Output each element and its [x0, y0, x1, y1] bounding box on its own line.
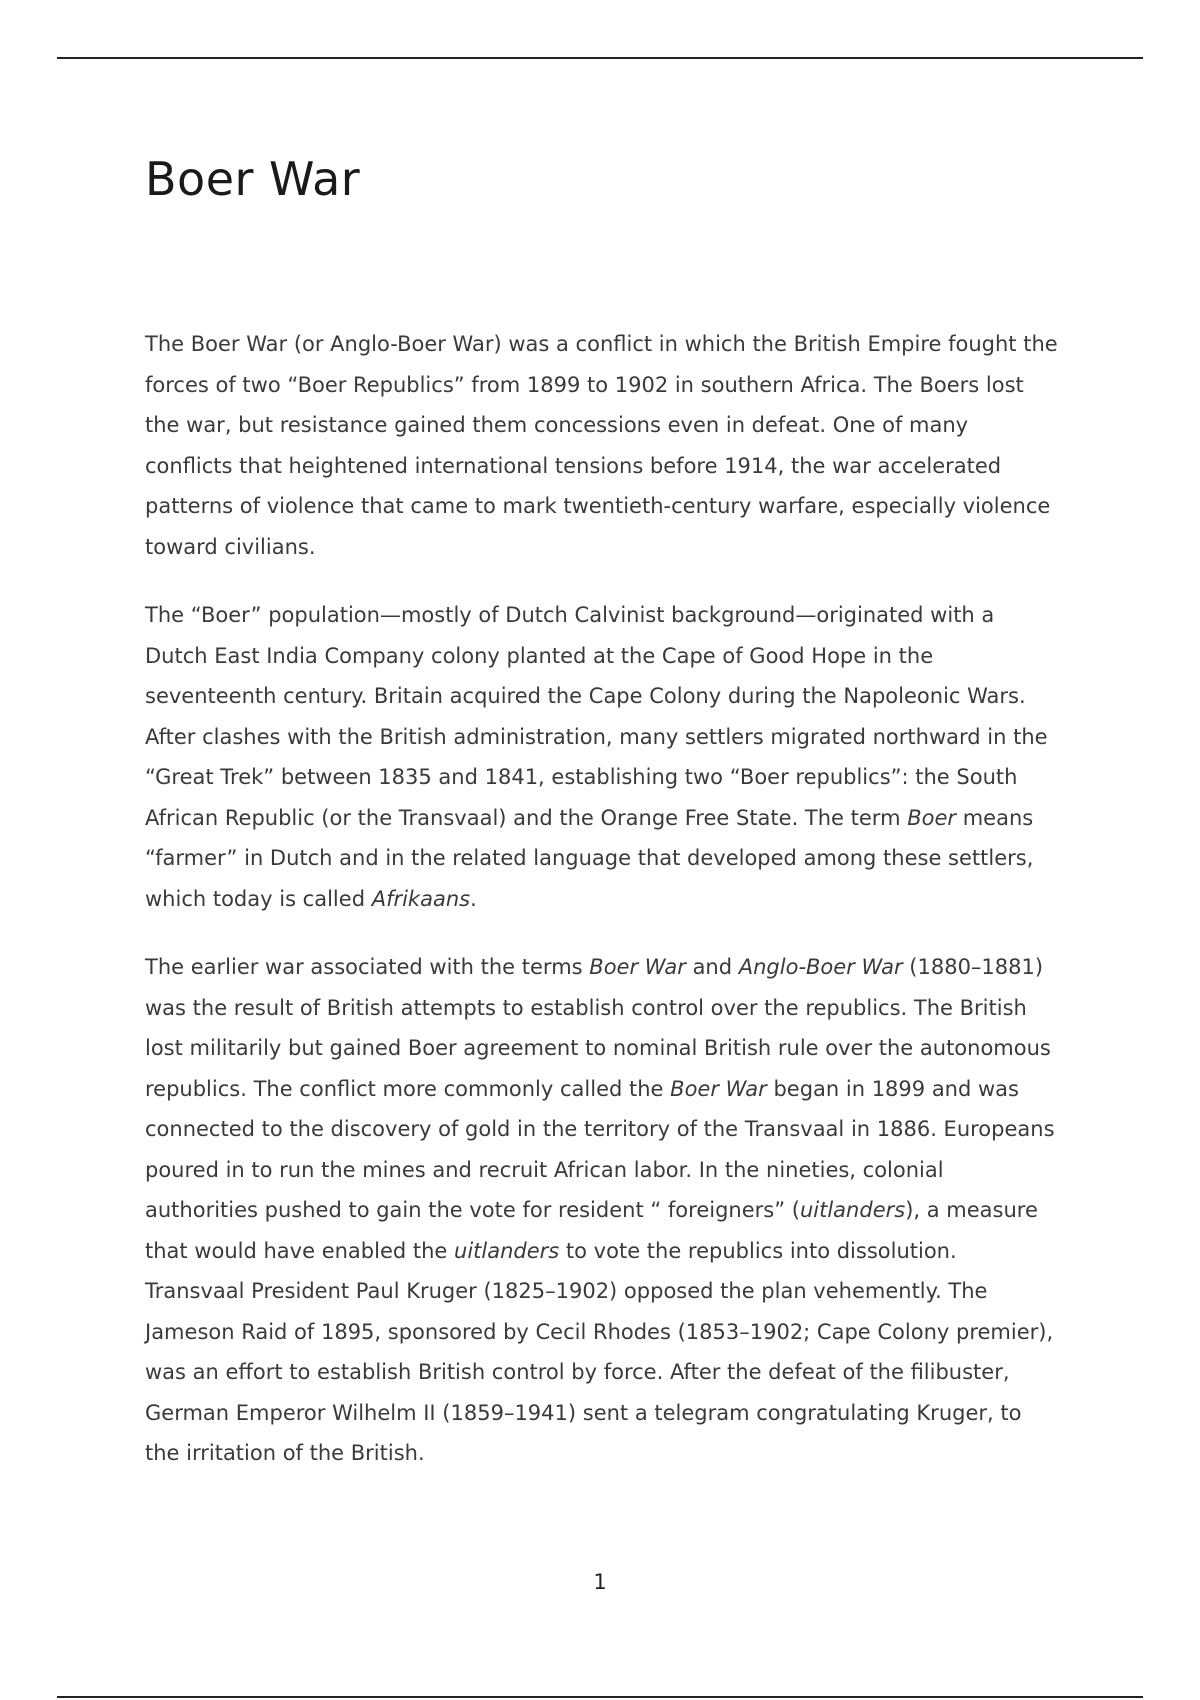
italic-term: uitlanders: [454, 1238, 560, 1263]
page-number: 1: [593, 1570, 607, 1594]
page-title: Boer War: [145, 152, 361, 206]
italic-term: Boer: [907, 805, 957, 830]
body-paragraph: [145, 595, 1060, 919]
header-rule: [57, 57, 1143, 59]
text-run: (1880–1881) was the result of British attempts to establish control over the republics. The British lost militarily but gained Boer agreement to nominal British rule over the autonomous republics. The conflict more commonly called the: [145, 955, 1051, 1101]
article-body: [145, 324, 1060, 1502]
italic-term: Afrikaans: [371, 886, 471, 911]
text-run: ), a measure that would have enabled the: [145, 1198, 1038, 1263]
body-paragraph: [145, 324, 1060, 567]
text-run: and: [685, 955, 739, 979]
body-paragraph: [145, 947, 1060, 1474]
text-run: The Boer War (or Anglo-Boer War) was a conflict in which the British Empire fought the forces of two “Boer Republics” from 1899 to 1902 in southern Africa. The Boers lost the war, but resistance gained them concessions even in defeat. One of many conflicts that heightened international tensions before 1914, the war accelerated patterns of violence that came to mark twentieth-century warfare, especially violence toward civilians.: [145, 332, 1058, 559]
italic-term: Boer War: [670, 1076, 767, 1101]
text-run: began in 1899 and was connected to the discovery of gold in the territory of the Transvaal in 1886. Europeans poured in to run the mines and recruit African labor. In the nineties, colonial authorities pushed to gain the vote for resident “ foreigners” (: [145, 1076, 1055, 1222]
italic-term: Boer War: [589, 955, 686, 979]
text-run: The “Boer” population—mostly of Dutch Calvinist background—originated with a Dutch East India Company colony planted at the Cape of Good Hope in the seventeenth century. Britain acquired the Cape Colony during the Napoleonic Wars. After clashes with the British administration, many settlers migrated northward in the “Great Trek” between 1835 and 1841, establishing two “Boer republics”: the South African Republic (or the Transvaal) and the Orange Free State. The term: [145, 603, 1048, 830]
footer-rule: [57, 1696, 1143, 1698]
text-run: The earlier war associated with the terms: [145, 955, 590, 979]
text-run: .: [470, 886, 477, 911]
text-run: to vote the republics into dissolution. Transvaal President Paul Kruger (1825–1902) opposed the plan vehemently. The Jameson Raid of 1895, sponsored by Cecil Rhodes (1853–1902; Cape Colony premier), was an effort to establish British control by force. After the defeat of the filibuster, German Emperor Wilhelm II (1859–1941) sent a telegram congratulating Kruger, to the irritation of the British.: [145, 1238, 1054, 1465]
text-run: means “farmer” in Dutch and in the related language that developed among these settlers, which today is called: [145, 805, 1034, 911]
italic-term: Anglo-Boer War: [738, 955, 903, 979]
italic-term: uitlanders: [799, 1198, 906, 1222]
